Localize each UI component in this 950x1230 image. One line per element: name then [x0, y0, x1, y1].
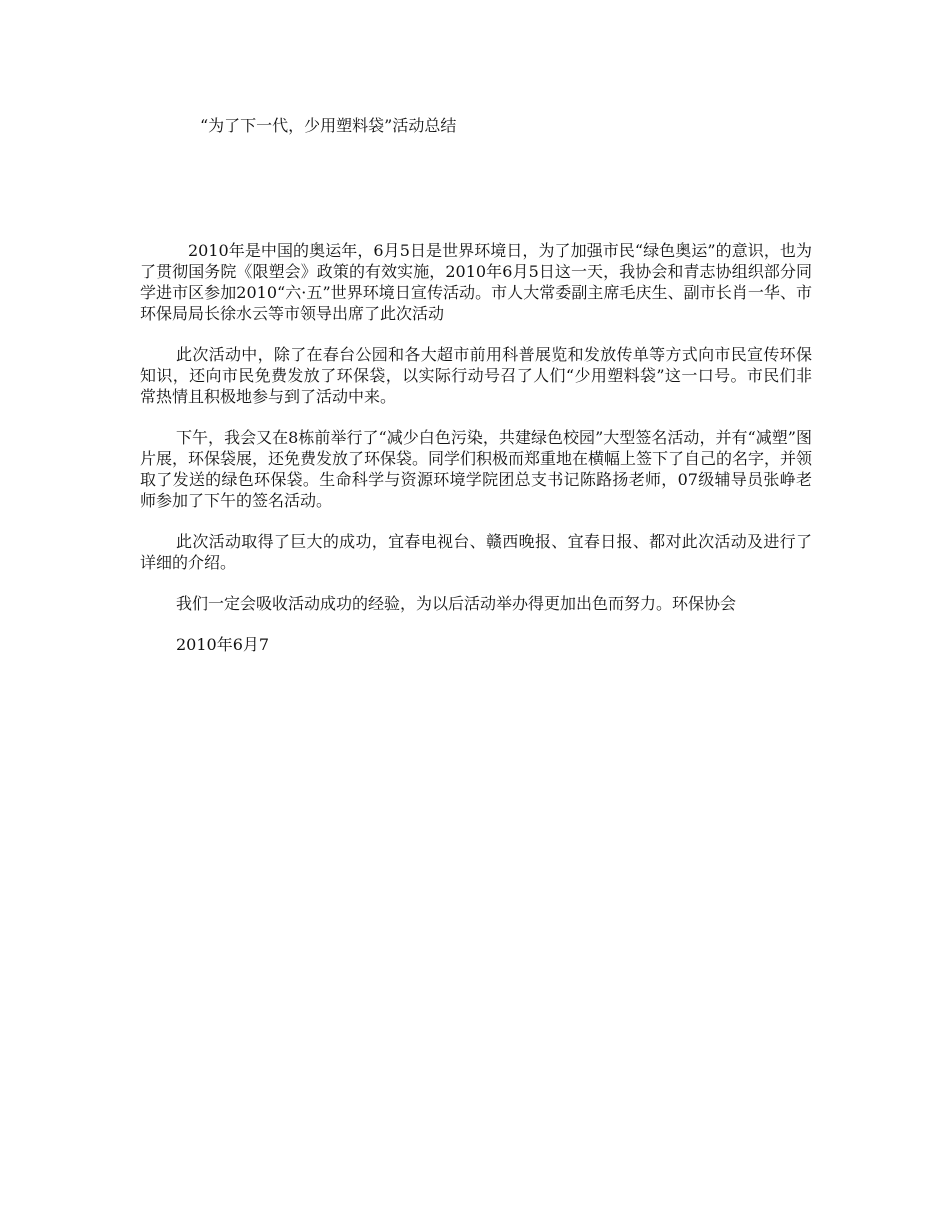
- paragraph-afternoon: 下午，我会又在8栋前举行了“减少白色污染，共建绿色校园”大型签名活动，并有“减塑”图片展，环保袋展，还免费发放了环保袋。同学们积极而郑重地在横幅上签下了自己的名字，并领取了发送的绿色环保袋。生命科学与资源环境学院团总支书记陈路扬老师，07级辅导员张峥老师参加了下午的签名活动。: [140, 428, 813, 510]
- document-body: [140, 240, 812, 655]
- paragraph-closing: 我们一定会吸收活动成功的经验，为以后活动举办得更加出色而努力。环保协会: [176, 594, 737, 613]
- document-title: “为了下一代，少用塑料袋”活动总结: [200, 116, 457, 135]
- paragraph-success: 此次活动取得了巨大的成功，宜春电视台、赣西晚报、宜春日报、都对此次活动及进行了详细的介绍。: [140, 532, 812, 572]
- paragraph-intro: 2010年是中国的奥运年，6月5日是世界环境日，为了加强市民“绿色奥运”的意识，也为了贯彻国务院《限塑会》政策的有效实施，2010年6月5日这一天，我协会和青志协组织部分同学进市区参加2010“六·五”世界环境日宣传活动。市人大常委副主席毛庆生、副市长肖一华、市环保局局长徐水云等市领导出席了此次活动: [140, 241, 812, 323]
- paragraph-activity: 此次活动中，除了在春台公园和各大超市前用科普展览和发放传单等方式向市民宣传环保知识，还向市民免费发放了环保袋，以实际行动号召了人们“少用塑料袋”这一口号。市民们非常热情且积极地参与到了活动中来。: [140, 345, 812, 406]
- document-date: 2010年6月7: [176, 635, 270, 654]
